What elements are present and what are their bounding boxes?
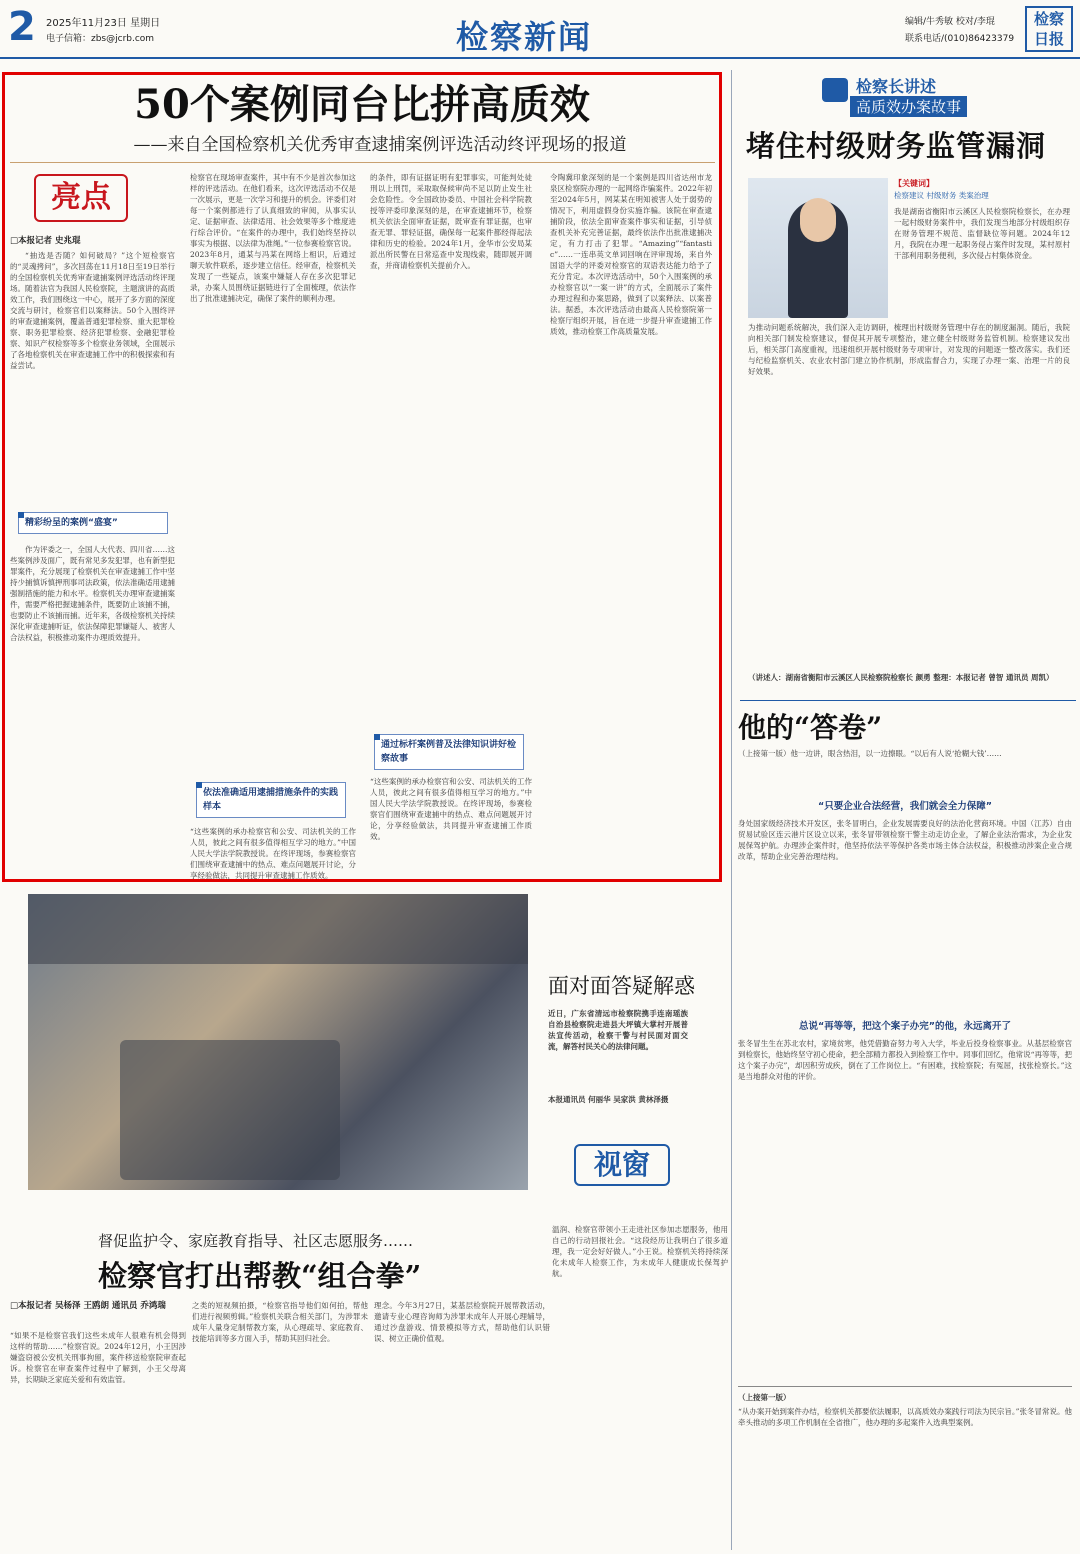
email-line: 电子信箱：zbs@jcrb.com: [46, 34, 155, 44]
side-credit: （讲述人：湖南省衡阳市云溪区人民检察院检察长 颜勇 整理：本报记者 曾智 通讯员 周凯）: [748, 673, 1054, 682]
answer-title: 他的“答卷”: [738, 711, 883, 744]
bottom-byline: □本报记者 吴杨泽 王鸥朗 通讯员 乔鸿瑞: [10, 1301, 166, 1311]
highlight-badge: 亮点: [34, 174, 128, 222]
answer-subhead-1: “只要企业合法经营，我们就会全力保障”: [818, 801, 992, 812]
photo-scene-table: [120, 1040, 340, 1180]
window-badge: 视窗: [574, 1144, 670, 1186]
main-col3-text: 的条件，即有证据证明有犯罪事实，可能判处徒刑以上刑罚，采取取保候审尚不足以防止发生社会危险性。令全国政协委员、中国社会科学院教授等评委印象深刻的是，在审查逮捕环节，检察机关依法全面审查证据，既审查有罪证据，也审查无罪、罪轻证据，确保每一起案件都经得起法律和历史的检验。2024年1月，金华市公安局某派出所民警在日常巡查中发现线索，随即展开调查，并商请检察机关提前介入。: [370, 173, 532, 270]
main-title: 50个案例同台比拼高质效: [134, 81, 590, 128]
masthead-logo: 检察日报: [1025, 6, 1073, 52]
main-col3-text2: “这些案例的承办检察官和公安、司法机关的工作人员，彼此之间有很多值得相互学习的地方。”中国人民大学法学院教授说。在终评现场，参赛检察官们围绕审查逮捕中的热点、难点问题展开讨论，分享经验做法，共同提升审查逮捕工作质效。: [370, 777, 532, 841]
answer-lead: （上接第一版）他一边讲，眼含热泪，以一边擦眼。“以后有人说‘抢糊大钱’……: [738, 749, 1002, 758]
bottom-kicker: 督促监护令、家庭教育指导、社区志愿服务……: [98, 1232, 414, 1250]
side-title: 堵住村级财务监管漏洞: [746, 129, 1047, 163]
bottom-col4-text: 温润、检察官带领小王走进社区参加志愿服务，他用自己的行动回报社会。“这段经历让我明白了很多道理，我一定会好好做人。”小王说。检察机关将持续深化未成年人检察工作，为未成年人健康成长保驾护航。: [552, 1225, 728, 1278]
side-body: 为推动问题系统解决，我们深入走访调研，梳理出村级财务管理中存在的制度漏洞。随后，我院向相关部门制发检察建议，督促其开展专项整治，建立健全村级财务监管机制。检察建议发出后，相关部门高度重视，迅速组织开展村级财务专项审计，对发现的问题逐一整改落实。我们还与纪检监察机关、农业农村部门建立协作机制，形成监督合力，实现了办理一案、治理一片的良好效果。: [748, 323, 1070, 376]
date-line: 2025年11月23日 星期日: [46, 18, 161, 29]
photo-caption: 近日，广东省清远市检察院携手连南瑶族自治县检察院走进县大坪镇大掌村开展普法宣传活动，检察干警与村民面对面交流，解答村民关心的法律问题。: [548, 1009, 688, 1051]
main-byline: □本报记者 史兆琨: [10, 236, 81, 246]
box-heading-2: 依法准确适用逮捕措施条件的实践样本: [196, 782, 346, 818]
answer-divider: [738, 1386, 1072, 1387]
bottom-col2-text: 之类的短视频拍摄，“检察官指导他们如何拍，帮他们进行视频剪辑。”检察机关联合相关部门，为涉罪未成年人量身定制帮教方案，从心理疏导、家庭教育、技能培训等多方面入手，帮助其回归社会。: [192, 1301, 368, 1343]
answer-subhead-2: 总说“再等等，把这个案子办完”的他，永远离开了: [799, 1021, 1011, 1032]
main-col2-tail: “这些案例的承办检察官和公安、司法机关的工作人员，彼此之间有很多值得相互学习的地方。”中国人民大学法学院教授说。在终评现场，参赛检察官们围绕审查逮捕中的热点、难点问题展开讨论，分享经验做法，共同提升审查逮捕工作质效。: [190, 827, 356, 880]
main-col2-text: 检察官在现场审查案件，其中有不少是首次参加这样的评选活动。在他们看来，这次评选活动不仅是一次展示，更是一次学习和提升的机会。评委们对每一个案例都进行了认真细致的审阅，从事实认定、证据审查、法律适用、社会效果等多个维度进行综合评价。“在案件的办理中，我们始终坚持以事实为根据、以法律为准绳。”一位参赛检察官说。2023年8月，通某与冯某在网络上相识，后通过聊天软件联系，逐步建立信任。经审查，检察机关发现了一些疑点，该案中嫌疑人存在多次犯罪记录，办案人员围绕证据链进行了全面梳理，依法作出了批准逮捕决定，确保了案件的顺利办理。: [190, 173, 356, 303]
answer-cont: （上接第一版）: [738, 1393, 791, 1402]
photo-scene-sky: [28, 894, 528, 964]
side-portrait-face: [800, 198, 836, 242]
bottom-title: 检察官打出帮教“组合拳”: [98, 1259, 422, 1293]
main-col1-text: “抽选是否随？如何破局？”这个短检察官的“灵魂拷问”，多次回荡在11月18日至19日举行的全国检察机关优秀审查逮捕案例评选活动终评现场。随着法官为我国人民检察院，主题演讲的高质效工作，我们围绕这一中心，展开了多方面的深度交流与研讨，检察官们以案释法。50个入围终评的审查逮捕案例，覆盖普通犯罪检察、重大犯罪检察、职务犯罪检察、经济犯罪检察、金融犯罪检察、知识产权检察等多个检察业务领域，全面展示了各地检察机关在审查逮捕工作中的积极探索和有益尝试。: [10, 251, 175, 370]
bottom-col3-text: 理念。今年3月27日，某基层检察院开展帮教活动，邀请专业心理咨询师为涉罪未成年人开展心理辅导，通过沙盘游戏、情景模拟等方式，帮助他们认识错误、树立正确价值观。: [374, 1301, 550, 1343]
right-column-separator: [731, 70, 732, 1550]
answer-text-3: “从办案开始到案件办结，检察机关都要依法履职，以高质效办案践行司法为民宗旨。”张冬冒常说。他牵头推动的多项工作机制在全省推广，他办理的多起案件入选典型案例。: [738, 1407, 1072, 1427]
photo-credit: 本报通讯员 何丽华 吴家洪 黄林泽摄: [548, 1095, 669, 1104]
answer-text-1: 身处国家级经济技术开发区，张冬冒明白，企业发展需要良好的法治化营商环境。中国（江苏）自由贸易试验区连云港片区设立以来，张冬冒带领检察干警主动走访企业，了解企业法治需求，为企业发展保驾护航。办理涉企案件时，他坚持依法平等保护各类市场主体合法权益，积极推动涉案企业合规改革，帮助企业完善治理结构。: [738, 819, 1072, 861]
side-keywords: 检察建议 村级财务 类案治理: [894, 191, 989, 200]
phone-line: 联系电话/(010)86423379: [905, 34, 1015, 44]
side-intro: 我是湖南省衡阳市云溪区人民检察院检察长，在办理一起村级财务案件中，我们发现当地部分村级组织存在财务管理不规范、监督缺位等问题。2024年12月，我院在办理一起职务侵占案件时发现，某村原村干部利用职务便利，多次侵占村集体资金。: [894, 207, 1070, 260]
header-rule: [0, 57, 1080, 59]
side-column-sub: 高质效办案故事: [850, 96, 967, 117]
main-col1-text2: 作为评委之一，全国人大代表、四川省……这些案例涉及面广，既有常见多发犯罪，也有新型犯罪案件，充分展现了检察机关在审查逮捕工作中坚持少捕慎诉慎押刑事司法政策，依法准确适用逮捕强制措施的能力和水平。检察机关办理审查逮捕案件，需要严格把握逮捕条件，既要防止该捕不捕，也要防止不该捕而捕。近年来，各级检察机关持续深化审查逮捕听证，依法保障犯罪嫌疑人、被害人合法权益，积极推动案件办理质效提升。: [10, 545, 175, 642]
side-divider: [740, 700, 1076, 701]
editors-line: 编辑/牛秀敏 校对/李琨: [905, 17, 995, 27]
answer-text-2: 张冬冒生生在苏北农村，家境贫寒，他凭借勤奋努力考入大学，毕业后投身检察事业。从基层检察官到检察长，他始终坚守初心使命，把全部精力都投入到检察工作中。同事们回忆，他常说“再等等，把这个案子办完”，却因积劳成疾，倒在了工作岗位上。“有困难，找检察院；有冤屈，找张检察长。”这是当地群众对他的评价。: [738, 1039, 1072, 1081]
page-number: 2: [8, 4, 36, 50]
side-column-name: 检察长讲述: [856, 77, 937, 96]
side-keyword-label: 【关键词】: [894, 179, 934, 188]
photo-section-title: 面对面答疑解惑: [548, 974, 695, 998]
main-col4-text: 令陶冀印象深刻的是一个案例是四川省达州市龙泉区检察院办理的一起网络诈骗案件。2022年初至2024年5月，网某某在明知被害人处于弱势的情况下，利用虚假身份实施诈骗。该院在审查逮捕阶段，依法全面审查案件事实和证据，引导侦查机关补充完善证据，最终依法作出批准逮捕决定，有力打击了犯罪。“Amazing”“fantastic”……一连串英文单词回响在评审现场，来自外国语大学的评委对检察官的双语表达能力给予了充分肯定。本次评选活动中，50个入围案例的承办检察官以“一案一讲”的方式，全面展示了案件办理过程和办案思路，做到了以案释法、以案普法。据悉，本次评选活动由最高人民检察院第一检察厅组织开展，旨在进一步提升审查逮捕工作质效，推动检察工作高质量发展。: [550, 173, 712, 336]
side-column-icon: [822, 78, 848, 102]
main-title-rule: [10, 162, 715, 163]
section-title: 检察新闻: [456, 18, 593, 56]
box-heading-1: 精彩纷呈的案例“盛宴”: [18, 512, 168, 534]
main-subtitle: ——来自全国检察机关优秀审查逮捕案例评选活动终评现场的报道: [133, 135, 627, 155]
box-heading-3: 通过标杆案例普及法律知识讲好检察故事: [374, 734, 524, 770]
bottom-col1-text: “如果不是检察官我们这些未成年人很难有机会得到这样的帮助……”检察官说。2024年12月，小王因涉嫌盗窃被公安机关刑事拘留，案件移送检察院审查起诉。检察官在审查案件过程中了解到，小王父母离异，长期缺乏家庭关爱和有效监管。: [10, 1331, 186, 1384]
